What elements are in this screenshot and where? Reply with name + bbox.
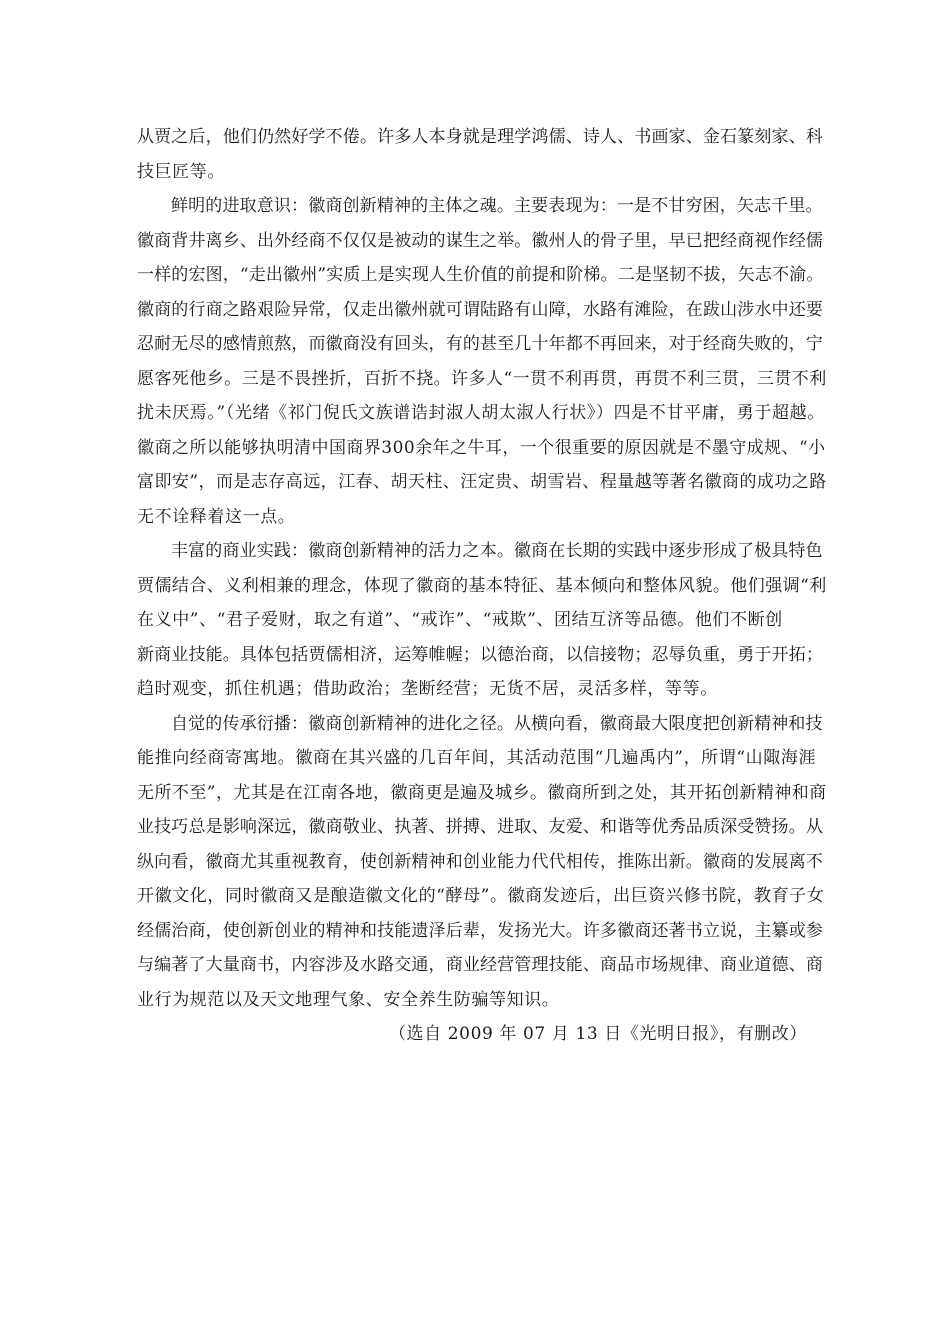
source-citation: （选自 2009 年 07 月 13 日《光明日报》，有删改） <box>388 1024 807 1044</box>
text-line: 经儒治商，使创新创业的精神和技能遗泽后辈，发扬光大。许多徽商还著书立说，主纂或参 <box>137 920 823 941</box>
text-line: 贾儒结合、义利相兼的理念，体现了徽商的基本特征、基本倾向和整体风貌。他们强调“利 <box>137 575 827 596</box>
text-line: 业技巧总是影响深远，徽商敬业、执著、拼搏、进取、友爱、和谐等优秀品质深受赞扬。从 <box>137 817 823 837</box>
text-line: 新商业技能。具体包括贾儒相济，运筹帷幄；以德治商，以信接物；忍辱负重，勇于开拓； <box>137 644 823 665</box>
text-line: 忍耐无尽的感情煎熬，而徽商没有回头，有的甚至几十年都不再回来，对于经商失败的，宁 <box>137 334 823 354</box>
text-line: 开徽文化，同时徽商又是酿造徽文化的“酵母”。徽商发迹后，出巨资兴修书院，教育子女 <box>137 886 825 906</box>
paragraph-3 <box>137 534 827 707</box>
text-line: 纵向看，徽商尤其重视教育，使创新精神和创业能力代代相传，推陈出新。徽商的发展离不 <box>137 851 823 872</box>
text-line: 从贾之后，他们仍然好学不倦。许多人本身就是理学鸿儒、诗人、书画家、金石篆刻家、科 <box>137 127 823 147</box>
text-line: 徽商背井离乡、出外经商不仅仅是被动的谋生之举。徽州人的骨子里，早已把经商视作经儒 <box>137 230 823 251</box>
text-line: 趋时观变，抓住机遇；借助政治；垄断经营；无货不居，灵活多样，等等。 <box>137 679 718 699</box>
text-line: 无所不至”，尤其是在江南各地，徽商更是遍及城乡。徽商所到之处，其开拓创新精神和商 <box>137 782 827 803</box>
text-line: 自觉的传承衍播：徽商创新精神的进化之径。从横向看，徽商最大限度把创新精神和技 <box>171 713 823 734</box>
text-line: 徽商之所以能够执明清中国商界300余年之牛耳，一个很重要的原因就是不墨守成规、“小 <box>137 437 826 458</box>
paragraph-4 <box>137 707 827 1018</box>
document-page <box>137 120 827 1052</box>
text-line: 业行为规范以及天文地理气象、安全养生防骗等知识。 <box>137 989 560 1010</box>
text-line: 丰富的商业实践：徽商创新精神的活力之本。徽商在长期的实践中逐步形成了极具特色 <box>171 541 823 561</box>
text-line: 无不诠释着这一点。 <box>137 506 296 527</box>
text-line: 扰未厌焉。”（光绪《祁门倪氏文族谱诰封淑人胡太淑人行状》）四是不甘平庸，勇于超越。 <box>137 403 825 423</box>
text-line: 一样的宏图，“走出徽州”实质上是实现人生价值的前提和阶梯。二是坚韧不拔，矢志不渝。 <box>137 265 824 285</box>
paragraph-2 <box>137 189 827 534</box>
text-line: 富即安”，而是志存高远，江春、胡天柱、汪定贵、胡雪岩、程量越等著名徽商的成功之路 <box>137 472 827 492</box>
text-line: 徽商的行商之路艰险异常，仅走出徽州就可谓陆路有山障，水路有滩险，在跋山涉水中还要 <box>137 299 823 320</box>
paragraph-1 <box>137 120 827 189</box>
text-line: 与编著了大量商书，内容涉及水路交通，商业经营管理技能、商品市场规律、商业道德、商 <box>137 955 823 975</box>
text-line: 在义中”、“君子爱财，取之有道”、“戒诈”、“戒欺”、团结互济等品德。他们不断创 <box>137 610 783 630</box>
text-line: 鲜明的进取意识：徽商创新精神的主体之魂。主要表现为：一是不甘穷困，矢志千里。 <box>171 196 823 216</box>
text-line: 技巨匠等。 <box>137 161 225 182</box>
text-line: 愿客死他乡。三是不畏挫折，百折不挠。许多人“一贯不利再贯，再贯不利三贯，三贯不利 <box>137 368 827 389</box>
text-line: 能推向经商寄寓地。徽商在其兴盛的几百年间，其活动范围“几遍禹内”，所谓“山陬海涯 <box>137 748 817 768</box>
